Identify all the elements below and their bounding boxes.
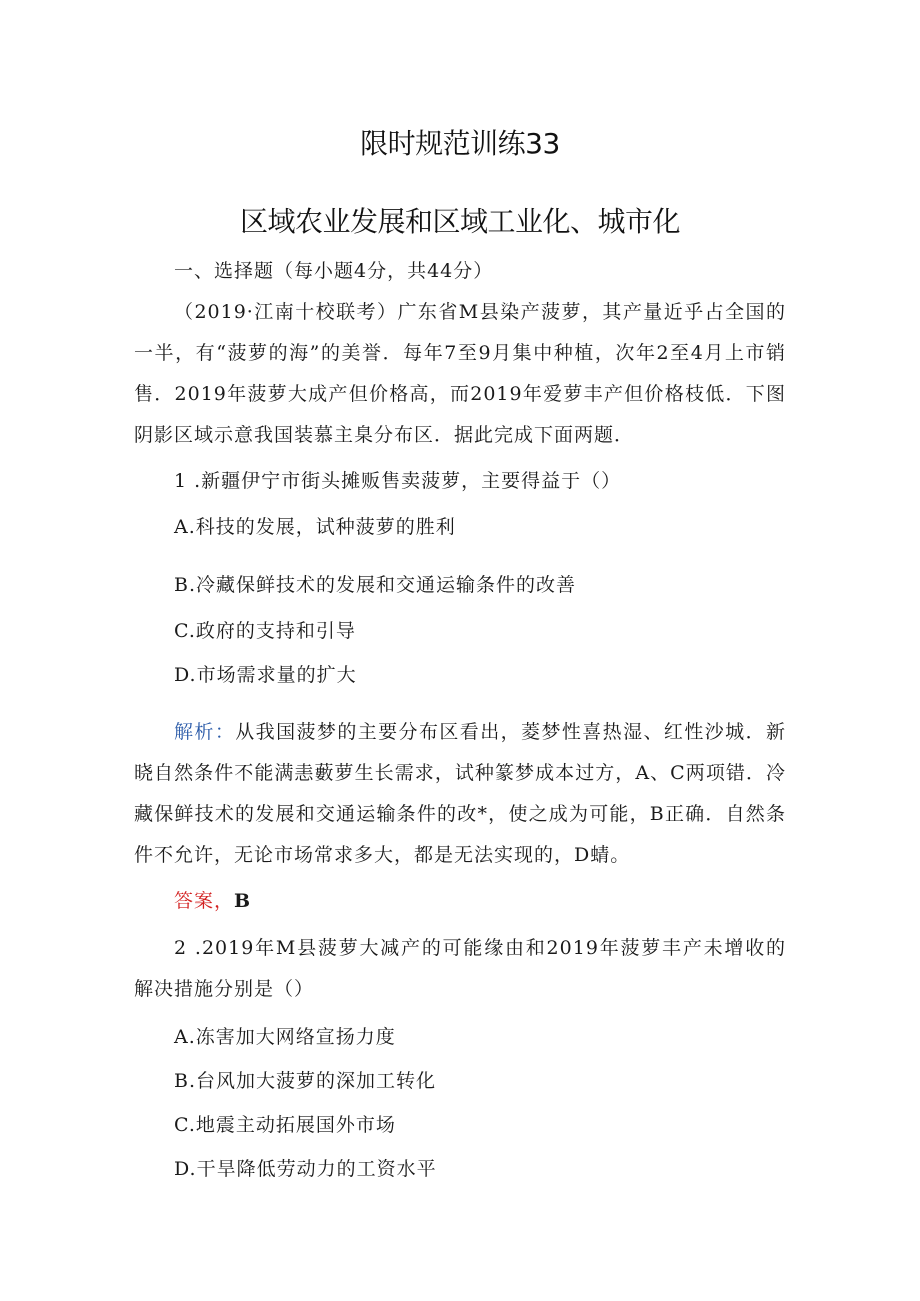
question-1-analysis bbox=[134, 712, 786, 876]
question-1-option-b: B.冷藏保鲜技术的发展和交通运输条件的改善 bbox=[174, 574, 577, 596]
page-title: 限时规范训练33 bbox=[360, 127, 560, 160]
question-2-option-c: C.地震主动拓展国外市场 bbox=[174, 1114, 396, 1136]
question-2-option-a: A.冻害加大网络宣扬力度 bbox=[174, 1026, 396, 1048]
answer-label: 答案， bbox=[174, 890, 235, 912]
question-2-option-b: B.台风加大菠萝的深加工转化 bbox=[174, 1070, 437, 1092]
analysis-label: 解析： bbox=[174, 721, 236, 743]
question-1-answer bbox=[174, 892, 251, 911]
question-2-stem: 2 .2019年M县菠萝大减产的可能缘由和2019年菠萝丰产未增收的解决措施分别是（） bbox=[134, 937, 786, 1000]
question-1-option-d: D.市场需求量的扩大 bbox=[174, 664, 357, 686]
page-subtitle: 区域农业发展和区域工业化、城市化 bbox=[239, 205, 680, 238]
intro-paragraph: （2019·江南十校联考）广东省M县染产菠萝，其产量近乎占全国的一半，有“菠萝的海”的美誉．每年7至9月集中种植，次年2至4月上市销售．2019年菠萝大成产但价格高，而2019年爱萝丰产但价格枝低．下图阴影区域示意我国装慕主臬分布区．据此完成下面两题． bbox=[134, 301, 786, 446]
question-1-option-a: A.科技的发展，试种菠萝的胜利 bbox=[174, 516, 456, 538]
question-1-stem: 1 .新疆伊宁市街头摊贩售卖菠萝，主要得益于（） bbox=[174, 470, 622, 492]
answer-value: B bbox=[234, 890, 252, 912]
question-2-option-d: D.干旱降低劳动力的工资水平 bbox=[174, 1158, 437, 1180]
analysis-text: 从我国菠梦的主要分布区看出，菱梦性喜热湿、红性沙城．新晓自然条件不能满恚藪萝生长需求，试种篆梦成本过方，A、C两项错．冷藏保鲜技术的发展和交通运输条件的改*，使之成为可能，B正确．自然条件不允许，无论市场常求多大，都是无法实现的，D蜻。 bbox=[134, 721, 786, 866]
question-1-option-c: C.政府的支持和引导 bbox=[174, 620, 356, 642]
section-heading: 一、选择题（每小题4分，共44分） bbox=[174, 260, 494, 282]
